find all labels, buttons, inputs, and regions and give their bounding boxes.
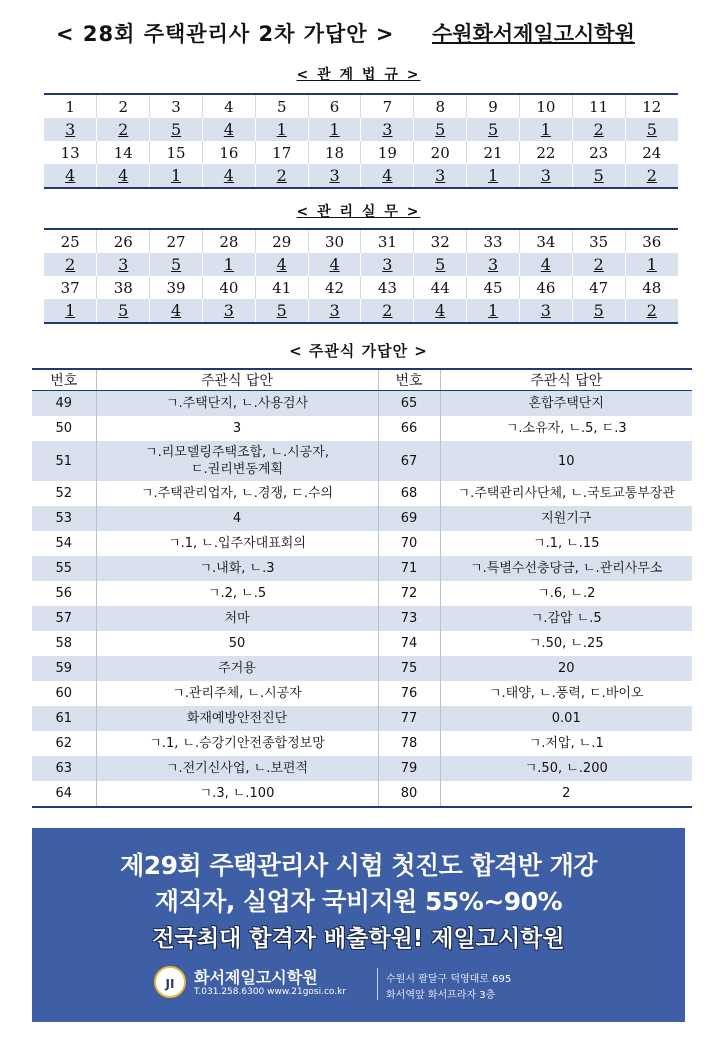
question-number: 7 bbox=[361, 94, 414, 118]
question-number: 6 bbox=[308, 94, 361, 118]
subjective-header-row bbox=[32, 369, 692, 391]
banner-headline: 제29회 주택관리사 시험 첫진도 합격반 개강 bbox=[120, 851, 597, 880]
subjective-row bbox=[32, 681, 692, 706]
subjective-row bbox=[32, 441, 692, 481]
answer-text: ㄱ.소유자, ㄴ.5, ㄷ.3 bbox=[440, 416, 692, 441]
answer-cell: 1 bbox=[625, 253, 678, 276]
answer-text: ㄱ.3, ㄴ.100 bbox=[96, 781, 378, 807]
answer-cell: 2 bbox=[625, 164, 678, 188]
page-header bbox=[0, 14, 717, 50]
answer-cell: 4 bbox=[308, 253, 361, 276]
answer-cell: 2 bbox=[361, 299, 414, 323]
header-num: 번호 bbox=[32, 369, 96, 391]
answer-cell: 2 bbox=[44, 253, 97, 276]
question-number: 52 bbox=[55, 486, 73, 501]
answer-cell: 3 bbox=[97, 253, 150, 276]
subjective-row bbox=[32, 391, 692, 417]
answer-text: ㄱ.2, ㄴ.5 bbox=[96, 581, 378, 606]
answer-cell: 5 bbox=[572, 164, 625, 188]
academy-logo-icon: JI bbox=[154, 966, 186, 998]
ad-banner bbox=[32, 828, 685, 1022]
question-number: 26 bbox=[97, 229, 150, 253]
question-number: 80 bbox=[378, 781, 440, 807]
answer-cell: 3 bbox=[361, 253, 414, 276]
answer-cell: 1 bbox=[519, 118, 572, 141]
answer-cell: 3 bbox=[361, 118, 414, 141]
question-number: 20 bbox=[414, 141, 467, 164]
answer-cell: 4 bbox=[361, 164, 414, 188]
question-number: 50 bbox=[55, 421, 73, 436]
answer-table-practice bbox=[44, 228, 678, 324]
question-number: 5 bbox=[255, 94, 308, 118]
question-number: 25 bbox=[44, 229, 97, 253]
question-number: 78 bbox=[378, 731, 440, 756]
banner-subheadline: 재직자, 실업자 국비지원 55%~90% bbox=[154, 887, 563, 916]
question-number: 54 bbox=[55, 536, 73, 551]
banner-academy-name: 화서제일고시학원 bbox=[194, 968, 318, 987]
question-number: 46 bbox=[519, 276, 572, 299]
answer-cell: 5 bbox=[150, 253, 203, 276]
question-number: 49 bbox=[32, 391, 96, 417]
answer-text: ㄱ.1, ㄴ.15 bbox=[440, 531, 692, 556]
answer-cell: 5 bbox=[150, 118, 203, 141]
subjective-title: < 주관식 가답안 > bbox=[289, 342, 428, 360]
question-number: 10 bbox=[519, 94, 572, 118]
question-number: 69 bbox=[378, 506, 440, 531]
answer-text: ㄱ.50, ㄴ.200 bbox=[440, 756, 692, 781]
answer-cell: 1 bbox=[467, 164, 520, 188]
answer-table-law bbox=[44, 93, 678, 189]
section-title-law: < 관 계 법 규 > bbox=[296, 67, 421, 83]
answer-cell: 2 bbox=[572, 253, 625, 276]
subjective-row bbox=[32, 506, 692, 531]
answer-cell: 5 bbox=[414, 118, 467, 141]
answer-cell: 1 bbox=[255, 118, 308, 141]
question-number: 48 bbox=[625, 276, 678, 299]
answer-text: ㄱ.6, ㄴ.2 bbox=[440, 581, 692, 606]
answer-cell: 3 bbox=[202, 299, 255, 323]
answer-cell: 4 bbox=[414, 299, 467, 323]
question-number: 31 bbox=[361, 229, 414, 253]
question-number: 27 bbox=[150, 229, 203, 253]
question-number: 19 bbox=[361, 141, 414, 164]
answer-cell: 1 bbox=[467, 299, 520, 323]
answer-text: 화재예방안전진단 bbox=[96, 706, 378, 731]
answer-cell: 3 bbox=[44, 118, 97, 141]
header-num: 번호 bbox=[378, 369, 440, 391]
answer-text: ㄱ.내화, ㄴ.3 bbox=[96, 556, 378, 581]
answer-text: ㄱ.1, ㄴ.승강기안전종합정보망 bbox=[96, 731, 378, 756]
subjective-answer-table bbox=[32, 368, 692, 808]
answer-cell: 4 bbox=[519, 253, 572, 276]
answer-cell: 5 bbox=[414, 253, 467, 276]
answer-cell: 3 bbox=[308, 164, 361, 188]
question-number: 73 bbox=[378, 606, 440, 631]
question-number: 16 bbox=[202, 141, 255, 164]
subjective-row bbox=[32, 756, 692, 781]
answer-cell: 2 bbox=[97, 118, 150, 141]
question-number: 70 bbox=[378, 531, 440, 556]
answer-text: 4 bbox=[96, 506, 378, 531]
subjective-row bbox=[32, 731, 692, 756]
answer-cell: 3 bbox=[414, 164, 467, 188]
question-number: 63 bbox=[32, 756, 96, 781]
question-number: 37 bbox=[44, 276, 97, 299]
answer-cell: 5 bbox=[625, 118, 678, 141]
answer-cell: 2 bbox=[625, 299, 678, 323]
answer-text: ㄱ.주택관리사단체, ㄴ.국토교통부장관 bbox=[440, 481, 692, 506]
banner-contact: T.031.258.6300 www.21gosi.co.kr bbox=[194, 987, 347, 997]
question-number: 43 bbox=[361, 276, 414, 299]
question-number: 38 bbox=[97, 276, 150, 299]
question-number: 21 bbox=[467, 141, 520, 164]
banner-address-line1: 수원시 팔달구 덕영대로 695 bbox=[386, 974, 512, 985]
answer-cell: 5 bbox=[467, 118, 520, 141]
question-number: 23 bbox=[572, 141, 625, 164]
question-number: 68 bbox=[378, 481, 440, 506]
answer-text: 10 bbox=[440, 441, 692, 481]
answer-text: ㄱ.감압 ㄴ.5 bbox=[440, 606, 692, 631]
question-number: 13 bbox=[44, 141, 97, 164]
question-number: 29 bbox=[255, 229, 308, 253]
question-number: 47 bbox=[572, 276, 625, 299]
page-title: < 28회 주택관리사 2차 가답안 > bbox=[56, 22, 395, 46]
question-number: 35 bbox=[572, 229, 625, 253]
answer-cell: 1 bbox=[308, 118, 361, 141]
question-number: 45 bbox=[467, 276, 520, 299]
question-number: 18 bbox=[308, 141, 361, 164]
question-number: 17 bbox=[255, 141, 308, 164]
question-number: 34 bbox=[519, 229, 572, 253]
question-number: 14 bbox=[97, 141, 150, 164]
answer-cell: 4 bbox=[202, 118, 255, 141]
banner-address-line2: 화서역앞 화서프라자 3층 bbox=[386, 990, 496, 1001]
answer-cell: 5 bbox=[572, 299, 625, 323]
question-number: 42 bbox=[308, 276, 361, 299]
subjective-row bbox=[32, 706, 692, 731]
answer-text: 지원기구 bbox=[440, 506, 692, 531]
answer-cell: 4 bbox=[255, 253, 308, 276]
question-number: 1 bbox=[44, 94, 97, 118]
section-title-practice: < 관 리 실 무 > bbox=[296, 204, 421, 220]
subjective-row bbox=[32, 581, 692, 606]
question-number: 44 bbox=[414, 276, 467, 299]
question-number: 60 bbox=[55, 686, 73, 701]
answer-text: ㄱ.50, ㄴ.25 bbox=[440, 631, 692, 656]
question-number: 12 bbox=[625, 94, 678, 118]
subjective-row bbox=[32, 606, 692, 631]
question-number: 61 bbox=[32, 706, 96, 731]
answer-cell: 4 bbox=[44, 164, 97, 188]
answer-text: 혼합주택단지 bbox=[440, 391, 692, 417]
question-number: 15 bbox=[150, 141, 203, 164]
answer-text: 20 bbox=[440, 656, 692, 681]
question-number: 72 bbox=[378, 581, 440, 606]
question-number: 22 bbox=[519, 141, 572, 164]
question-number: 41 bbox=[255, 276, 308, 299]
academy-name: 수원화서제일고시학원 bbox=[432, 22, 635, 46]
answer-text: ㄱ.리모델링주택조합, ㄴ.시공자, ㄷ.권리변동계획 bbox=[96, 441, 378, 481]
answer-row bbox=[44, 253, 678, 276]
subjective-row bbox=[32, 656, 692, 681]
question-number: 53 bbox=[32, 506, 96, 531]
question-number: 51 bbox=[32, 441, 96, 481]
answer-cell: 1 bbox=[202, 253, 255, 276]
answer-text: ㄱ.관리주체, ㄴ.시공자 bbox=[96, 681, 378, 706]
question-number: 33 bbox=[467, 229, 520, 253]
header-answer: 주관식 답안 bbox=[440, 369, 692, 391]
subjective-row bbox=[32, 416, 692, 441]
question-number: 40 bbox=[202, 276, 255, 299]
answer-cell: 3 bbox=[467, 253, 520, 276]
answer-row bbox=[44, 118, 678, 141]
question-number: 24 bbox=[625, 141, 678, 164]
question-number: 2 bbox=[97, 94, 150, 118]
question-number: 11 bbox=[572, 94, 625, 118]
question-number: 58 bbox=[55, 636, 73, 651]
question-number: 62 bbox=[55, 736, 73, 751]
question-number: 56 bbox=[55, 586, 73, 601]
answer-text: ㄱ.주택단지, ㄴ.사용검사 bbox=[96, 391, 378, 417]
question-number: 30 bbox=[308, 229, 361, 253]
answer-cell: 5 bbox=[97, 299, 150, 323]
question-number: 66 bbox=[378, 416, 440, 441]
subjective-row bbox=[32, 556, 692, 581]
subjective-row bbox=[32, 481, 692, 506]
answer-cell: 3 bbox=[519, 299, 572, 323]
answer-cell: 2 bbox=[572, 118, 625, 141]
answer-row bbox=[44, 164, 678, 188]
question-number: 36 bbox=[625, 229, 678, 253]
answer-text: ㄱ.전기신사업, ㄴ.보편적 bbox=[96, 756, 378, 781]
question-number: 76 bbox=[378, 681, 440, 706]
question-number: 79 bbox=[378, 756, 440, 781]
answer-row bbox=[44, 299, 678, 323]
question-number-row bbox=[44, 276, 678, 299]
answer-text: 3 bbox=[96, 416, 378, 441]
answer-cell: 4 bbox=[202, 164, 255, 188]
answer-cell: 1 bbox=[44, 299, 97, 323]
answer-text: 2 bbox=[440, 781, 692, 807]
question-number: 64 bbox=[55, 786, 73, 801]
question-number: 4 bbox=[202, 94, 255, 118]
answer-text: 처마 bbox=[96, 606, 378, 631]
question-number: 75 bbox=[378, 656, 440, 681]
answer-cell: 4 bbox=[97, 164, 150, 188]
question-number: 32 bbox=[414, 229, 467, 253]
question-number: 71 bbox=[378, 556, 440, 581]
header-answer: 주관식 답안 bbox=[96, 369, 378, 391]
question-number: 65 bbox=[378, 391, 440, 417]
question-number: 39 bbox=[150, 276, 203, 299]
answer-text: ㄱ.태양, ㄴ.풍력, ㄷ.바이오 bbox=[440, 681, 692, 706]
answer-cell: 3 bbox=[308, 299, 361, 323]
question-number-row bbox=[44, 229, 678, 253]
subjective-row bbox=[32, 781, 692, 807]
subjective-row bbox=[32, 531, 692, 556]
subjective-row bbox=[32, 631, 692, 656]
answer-text: ㄱ.주택관리업자, ㄴ.경쟁, ㄷ.수의 bbox=[96, 481, 378, 506]
answer-cell: 2 bbox=[255, 164, 308, 188]
answer-text: ㄱ.저압, ㄴ.1 bbox=[440, 731, 692, 756]
answer-text: ㄱ.특별수선충당금, ㄴ.관리사무소 bbox=[440, 556, 692, 581]
answer-text: ㄱ.1, ㄴ.입주자대표회의 bbox=[96, 531, 378, 556]
answer-cell: 3 bbox=[519, 164, 572, 188]
question-number: 77 bbox=[378, 706, 440, 731]
question-number: 8 bbox=[414, 94, 467, 118]
banner-slogan: 전국최대 합격자 배출학원! 제일고시학원 bbox=[152, 926, 565, 952]
answer-text: 50 bbox=[96, 631, 378, 656]
answer-text: 0.01 bbox=[440, 706, 692, 731]
question-number: 67 bbox=[378, 441, 440, 481]
question-number: 59 bbox=[32, 656, 96, 681]
answer-cell: 4 bbox=[150, 299, 203, 323]
question-number: 3 bbox=[150, 94, 203, 118]
question-number: 57 bbox=[32, 606, 96, 631]
question-number: 55 bbox=[32, 556, 96, 581]
answer-text: 주거용 bbox=[96, 656, 378, 681]
answer-cell: 1 bbox=[150, 164, 203, 188]
question-number-row bbox=[44, 141, 678, 164]
question-number: 9 bbox=[467, 94, 520, 118]
banner-divider bbox=[377, 968, 378, 1000]
question-number: 28 bbox=[202, 229, 255, 253]
question-number: 74 bbox=[378, 631, 440, 656]
question-number-row bbox=[44, 94, 678, 118]
answer-cell: 5 bbox=[255, 299, 308, 323]
